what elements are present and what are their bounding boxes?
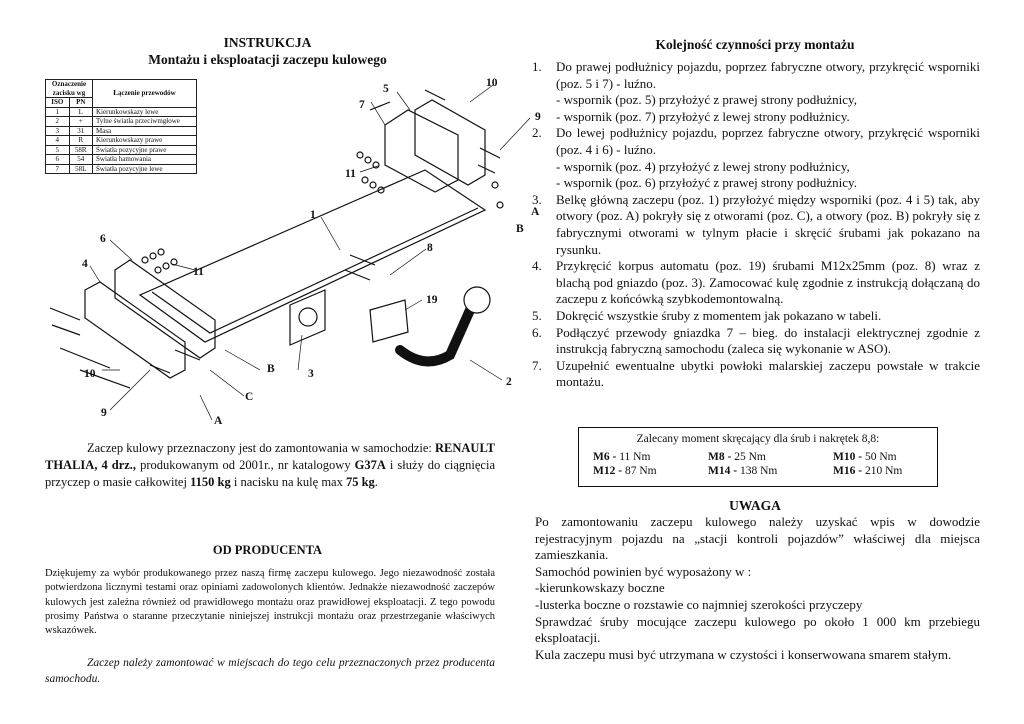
torque-value: 87 Nm: [622, 465, 657, 477]
wire-cell-desc: Kierunkowskazy lewe: [93, 107, 197, 117]
wire-cell-pn: 54: [69, 155, 93, 165]
producer-heading: OD PRODUCENTA: [212, 543, 323, 557]
step-number: 3.: [532, 191, 542, 207]
assembly-step: [530, 192, 980, 258]
wire-cell-desc: Tylne światła przeciwmgłowe: [93, 117, 197, 127]
wire-cell-desc: Masa: [93, 126, 197, 136]
label-1: 1: [310, 209, 316, 221]
label-5: 5: [383, 83, 389, 95]
bolt-size: M6 -: [593, 451, 617, 463]
step-subitem: - wspornik (poz. 4) przyłożyć z lewej strony podłużnicy,: [556, 158, 850, 174]
assembly-step: [530, 125, 980, 191]
torque-title: Zalecany moment skręcający dla śrub i nakrętek 8,8:: [636, 433, 880, 445]
label-8: 8: [427, 242, 433, 254]
wire-cell-desc: Światła hamowania: [93, 155, 197, 165]
wire-cell-desc: Kierunkowskazy prawe: [93, 136, 197, 146]
label-11-left: 11: [193, 266, 204, 278]
bolt-size: M10 -: [833, 451, 863, 463]
intro-paragraph: [45, 440, 495, 491]
label-C: C: [245, 391, 254, 403]
header-iso: ISO: [46, 98, 70, 108]
label-7: 7: [359, 99, 365, 111]
ball-load: 75 kg: [345, 475, 375, 489]
torque-cell: [593, 450, 650, 464]
wire-cell-iso: 5: [46, 145, 70, 155]
towbar-assembly-diagram: [40, 70, 541, 430]
wire-cell-pn: L: [69, 107, 93, 117]
step-subitem: - wspornik (poz. 7) przyłożyć z lewej strony podłużnicy.: [556, 108, 850, 124]
warning-line: Samochód powinien być wyposażony w :: [535, 563, 752, 579]
right-outer-bracket: [415, 100, 485, 185]
nuts: [142, 152, 503, 273]
label-6: 6: [100, 233, 106, 245]
assembly-steps-list: [530, 59, 980, 391]
trailer-mass: 1150 kg: [190, 475, 231, 489]
warning-line: Po zamontowaniu zaczepu kulowego należy uzyskać wpis w dowodzie rejestracyjnym pojazdu na „stacji kontroli pojazdów” właściwej dla miejsca zamieszkania.: [535, 514, 980, 563]
header-connection: Łączenie przewodów: [93, 80, 197, 108]
step-subitem: - wspornik (poz. 6) przyłożyć z prawej strony podłużnicy.: [556, 175, 857, 191]
step-subitem: - wspornik (poz. 5) przyłożyć z prawej strony podłużnicy,: [556, 92, 857, 108]
step-text: Podłączyć przewody gniazdka 7 – bieg. do instalacji elektrycznej zgodnie z instrukcją fabryczną samochodu (zaleca się wykonanie w ASO).: [556, 324, 980, 357]
label-A-right: A: [531, 206, 540, 218]
label-B-left: B: [267, 363, 275, 375]
step-text: Dokręcić wszystkie śruby z momentem jak pokazano w tabeli.: [556, 307, 882, 323]
label-9-left: 9: [101, 407, 107, 419]
ball-hook-arm: [400, 310, 470, 361]
intro-text-4: i nacisku na kulę max: [230, 475, 346, 489]
label-10-right: 10: [486, 77, 498, 89]
wire-cell-pn: 31: [69, 126, 93, 136]
bolt-size: M8 -: [708, 451, 732, 463]
step-number: 6.: [532, 324, 542, 340]
steps-heading: Kolejność czynności przy montażu: [655, 37, 855, 52]
warning-line: Sprawdzać śruby mocujące zaczepu kulowego po około 1 000 km przebiegu eksploatacji.: [535, 613, 980, 646]
step-number: 1.: [532, 59, 542, 74]
label-A-left: A: [214, 415, 223, 427]
label-2: 2: [506, 376, 512, 388]
catalog-number: G37A: [354, 458, 386, 472]
torque-cell: [833, 450, 897, 464]
torque-cell: [708, 464, 777, 478]
step-number: 5.: [532, 307, 542, 323]
title-line-2: Montażu i eksploatacji zaczepu kulowego: [148, 52, 387, 67]
wire-cell-pn: +: [69, 117, 93, 127]
header-pn: PN: [69, 98, 93, 108]
warning-line: -lusterka boczne o rozstawie co najmniej szerokości przyczepy: [535, 596, 863, 612]
bolts: [50, 90, 500, 388]
label-9-right: 9: [535, 111, 541, 123]
right-bracket: [385, 110, 458, 192]
assembly-step: [530, 308, 980, 325]
torque-value: 50 Nm: [862, 451, 897, 463]
torque-cell: [593, 464, 657, 478]
wire-cell-pn: 58L: [69, 164, 93, 174]
label-10-left: 10: [84, 368, 96, 380]
torque-value: 11 Nm: [616, 451, 651, 463]
step-number: 7.: [532, 357, 542, 373]
header-marking: Oznaczenie zacisku wg: [46, 80, 93, 98]
step-text: Uzupełnić ewentualne ubytki powłoki malarskiej zaczepu powstałe w trakcie montażu.: [556, 357, 980, 390]
step-number: 2.: [532, 125, 542, 141]
label-11-right: 11: [345, 168, 356, 180]
wire-cell-iso: 3: [46, 126, 70, 136]
document-title: [40, 34, 495, 68]
producer-text: Dziękujemy za wybór produkowanego przez naszą firmę zaczepu kulowego. Jego niezawodność została potwierdzona licznymi testami oraz opiniami zadowolonych klientów. Jednakże niezawodność zaczepów kulowych jest zależna również od prawidłowego montażu oraz prawidłowej eksploatacji. Z tego powodu prosimy Państwa o staranne przeczytanie niniejszej instrukcji montażu oraz przestrzeganie właściwych wskazówek.: [45, 568, 495, 637]
assembly-step: [530, 258, 980, 308]
coupling-body: [370, 300, 408, 342]
torque-cell: [833, 464, 902, 478]
producer-italic-note: Zaczep należy zamontować w miejscach do tego celu przeznaczonych przez producenta samochodu.: [45, 657, 495, 685]
wire-cell-pn: 58R: [69, 145, 93, 155]
torque-value: 210 Nm: [862, 465, 903, 477]
wire-cell-desc: Światła pozycyjne lewe: [93, 164, 197, 174]
warning-line: -kierunkowskazy boczne: [535, 580, 665, 596]
step-text: Do prawej podłużnicy pojazdu, poprzez fabryczne otwory, przykręcić wsporniki (poz. 5 i 7) - luźno.: [556, 59, 980, 91]
car-model: RENAULT THALIA, 4 drz.,: [45, 441, 495, 472]
step-text: Przykręcić korpus automatu (poz. 19) śrubami M12x25mm (poz. 8) wraz z blachą pod gniazdo (poz. 3). Zamocować kulę zgodnie z instrukcją dołączaną do zaczepu z końcówką szybkodemontowalną.: [556, 258, 980, 307]
wire-cell-iso: 7: [46, 164, 70, 174]
assembly-step: [530, 325, 980, 358]
wire-cell-iso: 6: [46, 155, 70, 165]
warning-text: [535, 514, 980, 663]
torque-value: 25 Nm: [731, 451, 766, 463]
intro-text-5: .: [374, 475, 378, 489]
bolt-size: M12 -: [593, 465, 623, 477]
assembly-step: [530, 358, 980, 391]
label-3: 3: [308, 368, 314, 380]
label-19: 19: [426, 294, 438, 306]
warning-line: Kula zaczepu musi być utrzymana w czystości i konserwowana smarem stałym.: [535, 646, 952, 662]
wire-cell-iso: 2: [46, 117, 70, 127]
bolt-size: M16 -: [833, 465, 863, 477]
tow-ball: [464, 287, 490, 313]
torque-cell: [708, 450, 766, 464]
torque-table: [578, 427, 938, 487]
bolt-size: M14 -: [708, 465, 738, 477]
step-number: 4.: [532, 258, 542, 274]
intro-text-2: produkowanym od 2001r., nr katalogowy: [136, 458, 355, 472]
wire-cell-iso: 1: [46, 107, 70, 117]
main-beam: [140, 170, 485, 342]
step-text: Belkę główną zaczepu (poz. 1) przyłożyć między wsporniki (poz. 4 i 5) tak, aby otwory (poz. A) pokryły się z otworami (poz. C), a otwory (poz. B) pokryły się z fabrycznymi otworami w tylnym płacie i skręcić śrubami jak pokazano na rysunku.: [556, 191, 980, 257]
label-4: 4: [82, 258, 88, 270]
assembly-step: [530, 59, 980, 125]
title-line-1: INSTRUKCJA: [223, 35, 312, 50]
wire-cell-iso: 4: [46, 136, 70, 146]
wire-cell-pn: R: [69, 136, 93, 146]
label-B-right: B: [516, 223, 524, 235]
warning-heading: UWAGA: [729, 498, 781, 513]
wire-cell-desc: Światła pozycyjne prawe: [93, 145, 197, 155]
torque-value: 138 Nm: [737, 465, 778, 477]
step-text: Do lewej podłużnicy pojazdu, poprzez fabryczne otwory, przykręcić wsporniki (poz. 4 i 6) - luźno.: [556, 125, 980, 157]
intro-text-1: Zaczep kulowy przeznaczony jest do zamontowania w samochodzie:: [87, 441, 436, 455]
intro-text-3: i służy do ciągnięcia przyczep o masie całkowitej: [45, 458, 495, 489]
socket-plate: [290, 290, 325, 345]
